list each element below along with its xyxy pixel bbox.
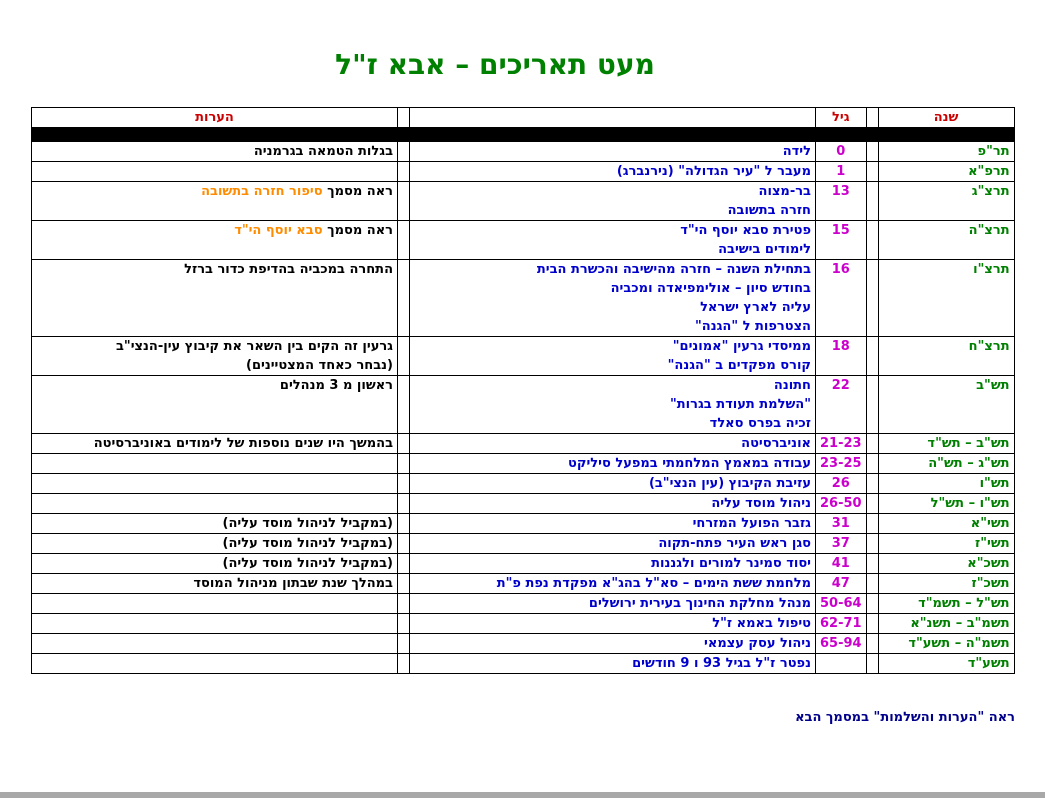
age-cell: 23-25 — [816, 454, 867, 474]
notes-cell — [32, 614, 398, 634]
spacer-cell — [866, 142, 878, 162]
table-row — [32, 434, 1015, 454]
events-cell — [410, 494, 816, 514]
spacer-cell — [398, 474, 410, 494]
events-cell — [410, 474, 816, 494]
spacer-cell — [866, 554, 878, 574]
header-notes: הערות — [32, 108, 398, 128]
event-line: "השלמת תעודת בגרות" — [670, 397, 811, 412]
event-line: לידה — [782, 144, 811, 159]
spacer-cell — [866, 634, 878, 654]
event-line: עבודה במאמץ המלחמתי במפעל סיליקט — [568, 456, 811, 471]
age-cell: 41 — [816, 554, 867, 574]
table-row — [32, 474, 1015, 494]
table-row — [32, 221, 1015, 260]
events-cell — [410, 454, 816, 474]
spacer-cell — [398, 534, 410, 554]
year-cell: תש"ב — [878, 376, 1014, 434]
event-line: חזרה בתשובה — [727, 203, 811, 218]
age-cell: 18 — [816, 337, 867, 376]
table-row — [32, 514, 1015, 534]
notes-cell — [32, 634, 398, 654]
notes-cell — [32, 474, 398, 494]
spacer-cell — [398, 376, 410, 434]
timeline-body — [32, 108, 1015, 674]
notes-see-link: סיפור חזרה בתשובה — [201, 184, 323, 199]
spacer-cell — [866, 108, 878, 128]
event-line: מנהל מחלקת החינוך בעירית ירושלים — [588, 596, 811, 611]
table-row — [32, 614, 1015, 634]
age-cell: 31 — [816, 514, 867, 534]
spacer-cell — [398, 594, 410, 614]
event-line: נפטר ז"ל בגיל 93 ו 9 חודשים — [632, 656, 811, 671]
spacer-cell — [866, 614, 878, 634]
year-cell: תרצ"ח — [878, 337, 1014, 376]
event-line: עליה לארץ ישראל — [700, 300, 811, 315]
spacer-cell — [398, 182, 410, 221]
spacer-cell — [398, 494, 410, 514]
year-cell: תש"ו – תש"ל — [878, 494, 1014, 514]
table-row — [32, 554, 1015, 574]
notes-cell: (במקביל לניהול מוסד עליה) — [32, 554, 398, 574]
spacer-cell — [398, 574, 410, 594]
table-row — [32, 574, 1015, 594]
year-cell: תשכ"ז — [878, 574, 1014, 594]
footer-note: ראה "הערות והשלמות" במסמך הבא — [795, 710, 1015, 725]
bottom-bar — [0, 792, 1045, 798]
age-cell: 22 — [816, 376, 867, 434]
events-cell — [410, 654, 816, 674]
event-line: עזיבת הקיבוץ (עין הנצי"ב) — [648, 476, 811, 491]
spacer-cell — [398, 337, 410, 376]
event-line: הצטרפות ל "הגנה" — [695, 319, 811, 334]
notes-cell: (במקביל לניהול מוסד עליה) — [32, 534, 398, 554]
events-cell — [410, 434, 816, 454]
event-line: זכיה בפרס סאלד — [709, 416, 811, 431]
year-cell: תש"ב – תש"ד — [878, 434, 1014, 454]
event-line: חתונה — [773, 378, 811, 393]
spacer-cell — [866, 454, 878, 474]
notes-cell: בהמשך היו שנים נוספות של לימודים באוניברסיטה — [32, 434, 398, 454]
event-line: לימודים בישיבה — [718, 242, 811, 257]
age-cell — [816, 654, 867, 674]
header-row — [32, 108, 1015, 128]
year-cell: תשמ"ה – תשע"ד — [878, 634, 1014, 654]
year-cell: תרפ"א — [878, 162, 1014, 182]
age-cell: 15 — [816, 221, 867, 260]
table-row — [32, 454, 1015, 474]
spacer-cell — [398, 221, 410, 260]
event-line: יסוד סמינר למורים ולגננות — [651, 556, 811, 571]
notes-cell — [32, 337, 398, 376]
year-cell: תשכ"א — [878, 554, 1014, 574]
event-line: גזבר הפועל המזרחי — [692, 516, 811, 531]
spacer-cell — [866, 474, 878, 494]
table-row — [32, 142, 1015, 162]
page-title: מעט תאריכים – אבא ז"ל — [335, 48, 655, 81]
event-line: מלחמת ששת הימים – סא"ל בהג"א מפקדת נפת פ"ת — [496, 576, 811, 591]
events-cell — [410, 534, 816, 554]
notes-cell — [32, 454, 398, 474]
spacer-cell — [398, 108, 410, 128]
events-cell — [410, 574, 816, 594]
events-cell — [410, 614, 816, 634]
notes-cell: בגלות הטמאה בגרמניה — [32, 142, 398, 162]
event-line: ניהול עסק עצמאי — [704, 636, 811, 651]
spacer-cell — [866, 494, 878, 514]
event-line: בחודש סיון – אולימפיאדה ומכביה — [610, 281, 811, 296]
spacer-cell — [866, 376, 878, 434]
notes-see-link: סבא יוסף הי"ד — [234, 223, 323, 238]
spacer-cell — [398, 454, 410, 474]
header-age: גיל — [816, 108, 867, 128]
events-cell — [410, 337, 816, 376]
spacer-cell — [866, 221, 878, 260]
event-line: מעבר ל "עיר הגדולה" (נירנברג) — [616, 164, 811, 179]
spacer-cell — [866, 654, 878, 674]
age-cell: 16 — [816, 260, 867, 337]
table-row — [32, 337, 1015, 376]
spacer-cell — [866, 594, 878, 614]
events-cell — [410, 142, 816, 162]
age-cell: 37 — [816, 534, 867, 554]
table-row — [32, 376, 1015, 434]
notes-cell: במהלך שנת שבתון מניהול המוסד — [32, 574, 398, 594]
age-cell: 26-50 — [816, 494, 867, 514]
notes-cell — [32, 594, 398, 614]
year-cell: תר"פ — [878, 142, 1014, 162]
age-cell: 13 — [816, 182, 867, 221]
spacer-cell — [866, 260, 878, 337]
year-cell: תרצ"ג — [878, 182, 1014, 221]
event-line: בתחילת השנה – חזרה מהישיבה והכשרת הבית — [536, 262, 811, 277]
events-cell — [410, 514, 816, 534]
spacer-cell — [866, 574, 878, 594]
spacer-cell — [866, 337, 878, 376]
year-cell: תרצ"ה — [878, 221, 1014, 260]
separator-row — [32, 128, 1015, 142]
age-cell: 65-94 — [816, 634, 867, 654]
events-cell — [410, 162, 816, 182]
header-year: שנה — [878, 108, 1014, 128]
table-row — [32, 182, 1015, 221]
spacer-cell — [398, 654, 410, 674]
header-events — [410, 108, 816, 128]
spacer-cell — [398, 162, 410, 182]
event-line: בר-מצוה — [758, 184, 811, 199]
age-cell: 26 — [816, 474, 867, 494]
spacer-cell — [398, 260, 410, 337]
events-cell — [410, 594, 816, 614]
spacer-cell — [398, 142, 410, 162]
table-row — [32, 260, 1015, 337]
table-row — [32, 162, 1015, 182]
events-cell — [410, 182, 816, 221]
age-cell: 0 — [816, 142, 867, 162]
notes-cell — [32, 182, 398, 221]
event-line: פטירת סבא יוסף הי"ד — [680, 223, 811, 238]
notes-line: (נבחר כאחד המצטיינים) — [246, 358, 393, 373]
year-cell: תשע"ד — [878, 654, 1014, 674]
events-cell — [410, 221, 816, 260]
event-line: סגן ראש העיר פתח-תקוה — [658, 536, 811, 551]
spacer-cell — [866, 534, 878, 554]
spacer-cell — [866, 514, 878, 534]
table-row — [32, 634, 1015, 654]
notes-cell — [32, 221, 398, 260]
notes-see-prefix: ראה מסמך — [327, 223, 393, 238]
events-cell — [410, 260, 816, 337]
event-line: ניהול מוסד עליה — [711, 496, 811, 511]
notes-cell: ראשון מ 3 מנהלים — [32, 376, 398, 434]
events-cell — [410, 376, 816, 434]
notes-line: גרעין זה הקים בין השאר את קיבוץ עין-הנצי"ב — [116, 339, 393, 354]
age-cell: 62-71 — [816, 614, 867, 634]
events-cell — [410, 554, 816, 574]
age-cell: 1 — [816, 162, 867, 182]
event-line: אוניברסיטה — [741, 436, 811, 451]
notes-see-prefix: ראה מסמך — [327, 184, 393, 199]
year-cell: תשי"א — [878, 514, 1014, 534]
year-cell: תש"ג – תש"ה — [878, 454, 1014, 474]
table-row — [32, 494, 1015, 514]
year-cell: תרצ"ו — [878, 260, 1014, 337]
events-cell — [410, 634, 816, 654]
table-row — [32, 534, 1015, 554]
year-cell: תשמ"ב – תשנ"א — [878, 614, 1014, 634]
spacer-cell — [398, 634, 410, 654]
spacer-cell — [398, 514, 410, 534]
event-line: קורס מפקדים ב "הגנה" — [667, 358, 811, 373]
year-cell: תש"ל – תשמ"ד — [878, 594, 1014, 614]
table-row — [32, 594, 1015, 614]
year-cell: תש"ו — [878, 474, 1014, 494]
spacer-cell — [866, 182, 878, 221]
age-cell: 21-23 — [816, 434, 867, 454]
notes-cell — [32, 654, 398, 674]
age-cell: 47 — [816, 574, 867, 594]
event-line: ממיסדי גרעין "אמונים" — [672, 339, 811, 354]
year-cell: תשי"ז — [878, 534, 1014, 554]
notes-cell — [32, 162, 398, 182]
age-cell: 50-64 — [816, 594, 867, 614]
notes-cell: התחרה במכביה בהדיפת כדור ברזל — [32, 260, 398, 337]
spacer-cell — [866, 162, 878, 182]
timeline-table — [31, 107, 1015, 674]
table-row — [32, 654, 1015, 674]
notes-cell — [32, 494, 398, 514]
spacer-cell — [398, 434, 410, 454]
event-line: טיפול באמא ז"ל — [712, 616, 811, 631]
notes-cell: (במקביל לניהול מוסד עליה) — [32, 514, 398, 534]
spacer-cell — [866, 434, 878, 454]
spacer-cell — [398, 614, 410, 634]
spacer-cell — [398, 554, 410, 574]
